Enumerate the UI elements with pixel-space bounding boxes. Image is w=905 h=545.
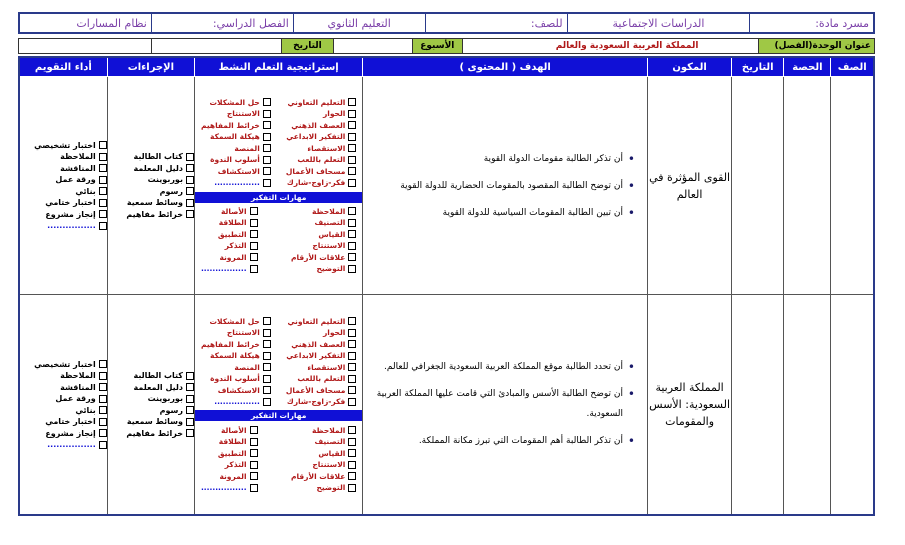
col-component: المكون — [648, 57, 732, 77]
checkbox-item[interactable]: المناقشة — [20, 381, 107, 393]
evaluation-cell — [19, 295, 107, 515]
checkbox-item[interactable]: التفكير الابداعي — [286, 131, 356, 143]
checkbox-icon[interactable] — [250, 230, 258, 238]
checkbox-item[interactable]: الاستنتاج — [201, 108, 271, 120]
checkbox-icon[interactable] — [348, 156, 356, 164]
checkbox-icon[interactable] — [99, 210, 107, 218]
course-name: الدراسات الاجتماعية — [567, 13, 750, 33]
checkbox-item[interactable]: التعلم باللعب — [286, 154, 356, 166]
checkbox-item[interactable]: وسائط سمعية — [108, 197, 194, 209]
checkbox-item[interactable]: دليل المعلمة — [108, 381, 194, 393]
checkbox-item[interactable]: علاقات الأرقام — [291, 252, 356, 264]
checkbox-item[interactable]: ................ — [201, 263, 258, 275]
checkbox-item[interactable]: التذكر — [201, 240, 258, 252]
procedures-cell — [107, 77, 194, 295]
checkbox-icon[interactable] — [263, 98, 271, 106]
checkbox-icon[interactable] — [99, 176, 107, 184]
checkbox-icon[interactable] — [348, 110, 356, 118]
checkbox-item[interactable]: الاستنتاج — [291, 459, 356, 471]
checkbox-icon[interactable] — [263, 340, 271, 348]
plan-table — [18, 56, 875, 516]
checkbox-item[interactable]: الملاحظة — [20, 370, 107, 382]
checkbox-item[interactable]: التذكر — [201, 459, 258, 471]
checkbox-item[interactable]: كتاب الطالبة — [108, 370, 194, 382]
checkbox-icon[interactable] — [348, 253, 356, 261]
checkbox-icon[interactable] — [348, 426, 356, 434]
checkbox-item[interactable]: ورقة عمل — [20, 393, 107, 405]
checkbox-icon[interactable] — [250, 242, 258, 250]
checkbox-item[interactable]: بوربوينت — [108, 393, 194, 405]
strategy-list-left — [201, 97, 271, 189]
skills-list-left — [201, 206, 258, 275]
checkbox-icon[interactable] — [186, 153, 194, 161]
skills-header: مهارات التفكير — [195, 192, 362, 203]
skills-list-right — [291, 424, 356, 493]
checkbox-item[interactable]: ................ — [201, 482, 258, 494]
checkbox-item[interactable]: هيكلة السمكة — [201, 131, 271, 143]
checkbox-item[interactable]: العصف الذهني — [286, 338, 356, 350]
checkbox-icon[interactable] — [348, 461, 356, 469]
checkbox-item[interactable]: التعلم باللعب — [286, 373, 356, 385]
checkbox-item[interactable]: ................ — [201, 177, 271, 189]
goal-item: • أن تحدد الطالبة موقع المملكة العربية السعودية الجغرافي للعالم. — [363, 357, 623, 377]
checkbox-item[interactable]: القياس — [291, 229, 356, 241]
checkbox-item[interactable]: خرائط مفاهيم — [108, 427, 194, 439]
checkbox-icon[interactable] — [348, 219, 356, 227]
period-cell[interactable] — [784, 77, 831, 295]
checkbox-item[interactable]: الطلاقة — [201, 436, 258, 448]
checkbox-icon[interactable] — [263, 110, 271, 118]
checkbox-icon[interactable] — [263, 144, 271, 152]
checkbox-item[interactable]: رسوم — [108, 404, 194, 416]
component-cell: المملكة العربية السعودية: الأسس والمقومات — [648, 295, 732, 515]
checkbox-icon[interactable] — [263, 156, 271, 164]
col-class: الصف — [831, 57, 874, 77]
checkbox-item[interactable]: الملاحظة — [291, 424, 356, 436]
checkbox-icon[interactable] — [348, 438, 356, 446]
date-cell[interactable] — [732, 295, 784, 515]
checkbox-item[interactable]: الاستكشاف — [201, 166, 271, 178]
checkbox-icon[interactable] — [263, 167, 271, 175]
checkbox-item[interactable]: إنجاز مشروع — [20, 427, 107, 439]
checkbox-icon[interactable] — [186, 383, 194, 391]
checkbox-item[interactable]: التصنيف — [291, 436, 356, 448]
checkbox-item[interactable]: المناقشة — [20, 163, 107, 175]
checkbox-icon[interactable] — [263, 121, 271, 129]
plan-header — [18, 12, 875, 34]
goals-cell — [363, 77, 648, 295]
checkbox-icon[interactable] — [250, 265, 258, 273]
skills-header: مهارات التفكير — [195, 410, 362, 421]
checkbox-item[interactable]: فكر-زاوج-شارك — [286, 177, 356, 189]
checkbox-icon[interactable] — [263, 352, 271, 360]
checkbox-item[interactable]: التعليم التعاوني — [286, 97, 356, 109]
checkbox-icon[interactable] — [99, 153, 107, 161]
checkbox-item[interactable]: خرائط مفاهيم — [108, 209, 194, 221]
checkbox-icon[interactable] — [263, 375, 271, 383]
checkbox-icon[interactable] — [348, 386, 356, 394]
checkbox-item[interactable]: أسلوب الندوة — [201, 154, 271, 166]
checkbox-icon[interactable] — [348, 230, 356, 238]
checkbox-icon[interactable] — [250, 219, 258, 227]
checkbox-item[interactable]: التصنيف — [291, 217, 356, 229]
checkbox-icon[interactable] — [99, 372, 107, 380]
checkbox-icon[interactable] — [186, 395, 194, 403]
checkbox-icon[interactable] — [348, 144, 356, 152]
checkbox-icon[interactable] — [263, 329, 271, 337]
goal-item: • أن تبين الطالبة المقومات السياسية للدولة القوية — [363, 203, 623, 223]
strategy-list-right — [286, 97, 356, 189]
checkbox-icon[interactable] — [99, 418, 107, 426]
period-cell[interactable] — [784, 295, 831, 515]
checkbox-item[interactable]: بوربوينت — [108, 174, 194, 186]
checkbox-item[interactable]: التطبيق — [201, 229, 258, 241]
checkbox-icon[interactable] — [186, 418, 194, 426]
checkbox-item[interactable]: الاستقصاء — [286, 143, 356, 155]
checkbox-item[interactable]: المرونة — [201, 252, 258, 264]
checkbox-icon[interactable] — [99, 383, 107, 391]
col-period: الحصة — [784, 57, 831, 77]
checkbox-icon[interactable] — [348, 121, 356, 129]
checkbox-icon[interactable] — [348, 472, 356, 480]
checkbox-icon[interactable] — [250, 253, 258, 261]
subject-label: مسرد مادة: — [750, 13, 874, 33]
checkbox-icon[interactable] — [99, 360, 107, 368]
checkbox-icon[interactable] — [250, 438, 258, 446]
checkbox-item[interactable]: اختبار تشخيصي — [20, 358, 107, 370]
checkbox-icon[interactable] — [263, 363, 271, 371]
table-row — [19, 295, 874, 515]
checkbox-icon[interactable] — [263, 179, 271, 187]
unit-title: المملكة العربية السعودية والعالم — [462, 39, 759, 54]
checkbox-icon[interactable] — [186, 372, 194, 380]
checkbox-icon[interactable] — [99, 164, 107, 172]
evaluation-cell — [19, 77, 107, 295]
checkbox-item[interactable]: خرائط المفاهيم — [201, 338, 271, 350]
checkbox-icon[interactable] — [348, 179, 356, 187]
checkbox-icon[interactable] — [348, 352, 356, 360]
checkbox-item[interactable]: التطبيق — [201, 447, 258, 459]
checkbox-icon[interactable] — [348, 207, 356, 215]
checkbox-icon[interactable] — [348, 484, 356, 492]
checkbox-item[interactable]: مسحاف الأعمال — [286, 166, 356, 178]
checkbox-item[interactable]: الطلاقة — [201, 217, 258, 229]
checkbox-icon[interactable] — [186, 164, 194, 172]
stage-name: التعليم الثانوي — [293, 13, 425, 33]
checkbox-icon[interactable] — [99, 406, 107, 414]
col-strategy: إستراتيجية التعلم النشط — [194, 57, 362, 77]
checkbox-item[interactable]: ورقة عمل — [20, 174, 107, 186]
checkbox-item[interactable]: الأصالة — [201, 424, 258, 436]
checkbox-icon[interactable] — [348, 398, 356, 406]
checkbox-item[interactable]: الاستقصاء — [286, 361, 356, 373]
checkbox-icon[interactable] — [99, 199, 107, 207]
checkbox-icon[interactable] — [186, 406, 194, 414]
checkbox-item[interactable]: المرونة — [201, 470, 258, 482]
checkbox-icon[interactable] — [99, 429, 107, 437]
class-label: للصف: — [425, 13, 567, 33]
checkbox-item[interactable]: أسلوب الندوة — [201, 373, 271, 385]
checkbox-item[interactable]: اختبار ختامي — [20, 416, 107, 428]
checkbox-item[interactable]: التوضيح — [291, 263, 356, 275]
checkbox-item[interactable]: مسحاف الأعمال — [286, 384, 356, 396]
checkbox-icon[interactable] — [263, 317, 271, 325]
checkbox-item[interactable]: حل المشكلات — [201, 97, 271, 109]
strategy-list-right — [286, 315, 356, 407]
skills-list-right — [291, 206, 356, 275]
checkbox-icon[interactable] — [186, 429, 194, 437]
checkbox-item[interactable]: هيكلة السمكة — [201, 350, 271, 362]
checkbox-icon[interactable] — [186, 199, 194, 207]
checkbox-icon[interactable] — [348, 375, 356, 383]
checkbox-icon[interactable] — [250, 207, 258, 215]
checkbox-item[interactable]: الملاحظة — [291, 206, 356, 218]
component-cell: القوى المؤثرة في العالم — [648, 77, 732, 295]
checkbox-item[interactable]: ................ — [20, 220, 107, 232]
checkbox-item[interactable]: الاستكشاف — [201, 384, 271, 396]
goal-item: • أن توضح الطالبة المقصود بالمقومات الحضارية للدولة القوية — [363, 176, 623, 196]
checkbox-icon[interactable] — [348, 265, 356, 273]
date-label: التاريخ — [281, 39, 333, 54]
strategy-cell — [194, 295, 362, 515]
week-label: الأسبوع — [412, 39, 462, 54]
blank-cell[interactable] — [19, 39, 152, 54]
checkbox-icon[interactable] — [348, 363, 356, 371]
checkbox-item[interactable]: العصف الذهني — [286, 120, 356, 132]
checkbox-item[interactable]: التعليم التعاوني — [286, 315, 356, 327]
procedures-cell — [107, 295, 194, 515]
checkbox-icon[interactable] — [348, 133, 356, 141]
checkbox-item[interactable]: رسوم — [108, 186, 194, 198]
checkbox-item[interactable]: ................ — [201, 396, 271, 408]
checkbox-icon[interactable] — [263, 386, 271, 394]
checkbox-icon[interactable] — [250, 484, 258, 492]
checkbox-icon[interactable] — [348, 449, 356, 457]
table-row — [19, 77, 874, 295]
checkbox-item[interactable]: اختبار تشخيصي — [20, 140, 107, 152]
checkbox-item[interactable]: الملاحظة — [20, 151, 107, 163]
table-header-row — [19, 57, 874, 77]
checkbox-item[interactable]: بنائي — [20, 404, 107, 416]
checkbox-item[interactable]: اختبار ختامي — [20, 197, 107, 209]
unit-row — [18, 38, 875, 54]
track-name: نظام المسارات — [19, 13, 151, 33]
checkbox-item[interactable]: الأصالة — [201, 206, 258, 218]
checkbox-icon[interactable] — [348, 242, 356, 250]
checkbox-item[interactable]: دليل المعلمة — [108, 163, 194, 175]
checkbox-icon[interactable] — [348, 167, 356, 175]
checkbox-icon[interactable] — [250, 461, 258, 469]
checkbox-item[interactable]: كتاب الطالبة — [108, 151, 194, 163]
col-procedures: الإجراءات — [107, 57, 194, 77]
checkbox-icon[interactable] — [263, 133, 271, 141]
unit-label: عنوان الوحدة(الفصل) — [759, 39, 875, 54]
checkbox-item[interactable]: القياس — [291, 447, 356, 459]
col-evaluation: أداء التقويم — [19, 57, 107, 77]
checkbox-item[interactable]: المنصة — [201, 143, 271, 155]
checkbox-item[interactable]: حل المشكلات — [201, 315, 271, 327]
checkbox-item[interactable]: خرائط المفاهيم — [201, 120, 271, 132]
class-cell[interactable] — [831, 77, 874, 295]
strategy-list-left — [201, 315, 271, 407]
goal-item: • أن توضح الطالبة الأسس والمبادئ التي قامت عليها المملكة العربية السعودية. — [363, 384, 623, 424]
checkbox-item[interactable]: الحوار — [286, 108, 356, 120]
checkbox-icon[interactable] — [250, 449, 258, 457]
checkbox-icon[interactable] — [186, 187, 194, 195]
checkbox-icon[interactable] — [99, 141, 107, 149]
class-cell[interactable] — [831, 295, 874, 515]
checkbox-item[interactable]: وسائط سمعية — [108, 416, 194, 428]
checkbox-item[interactable]: الاستنتاج — [291, 240, 356, 252]
checkbox-item[interactable]: فكر-زاوج-شارك — [286, 396, 356, 408]
checkbox-item[interactable]: علاقات الأرقام — [291, 470, 356, 482]
goal-item: • أن تذكر الطالبة مقومات الدولة القوية — [363, 149, 623, 169]
checkbox-item[interactable]: بنائي — [20, 186, 107, 198]
checkbox-icon[interactable] — [99, 441, 107, 449]
date-cell[interactable] — [732, 77, 784, 295]
checkbox-icon[interactable] — [348, 317, 356, 325]
col-goal: الهدف ( المحتوى ) — [363, 57, 648, 77]
checkbox-item[interactable]: الاستنتاج — [201, 327, 271, 339]
checkbox-icon[interactable] — [348, 98, 356, 106]
checkbox-item[interactable]: ................ — [20, 439, 107, 451]
checkbox-item[interactable]: التوضيح — [291, 482, 356, 494]
checkbox-icon[interactable] — [263, 398, 271, 406]
checkbox-item[interactable]: المنصة — [201, 361, 271, 373]
checkbox-icon[interactable] — [99, 222, 107, 230]
col-date: التاريخ — [732, 57, 784, 77]
checkbox-icon[interactable] — [250, 472, 258, 480]
week-value[interactable] — [334, 39, 413, 54]
checkbox-icon[interactable] — [348, 340, 356, 348]
checkbox-icon[interactable] — [99, 187, 107, 195]
checkbox-item[interactable]: الحوار — [286, 327, 356, 339]
checkbox-item[interactable]: إنجاز مشروع — [20, 209, 107, 221]
semester-label: الفصل الدراسي: — [151, 13, 293, 33]
skills-list-left — [201, 424, 258, 493]
goal-item: • أن تذكر الطالبة أهم المقومات التي تبرز مكانة المملكة. — [363, 431, 623, 451]
checkbox-icon[interactable] — [348, 329, 356, 337]
checkbox-icon[interactable] — [186, 210, 194, 218]
checkbox-icon[interactable] — [186, 176, 194, 184]
goals-cell — [363, 295, 648, 515]
checkbox-item[interactable]: التفكير الابداعي — [286, 350, 356, 362]
checkbox-icon[interactable] — [99, 395, 107, 403]
strategy-cell — [194, 77, 362, 295]
checkbox-icon[interactable] — [250, 426, 258, 434]
date-value[interactable] — [151, 39, 281, 54]
